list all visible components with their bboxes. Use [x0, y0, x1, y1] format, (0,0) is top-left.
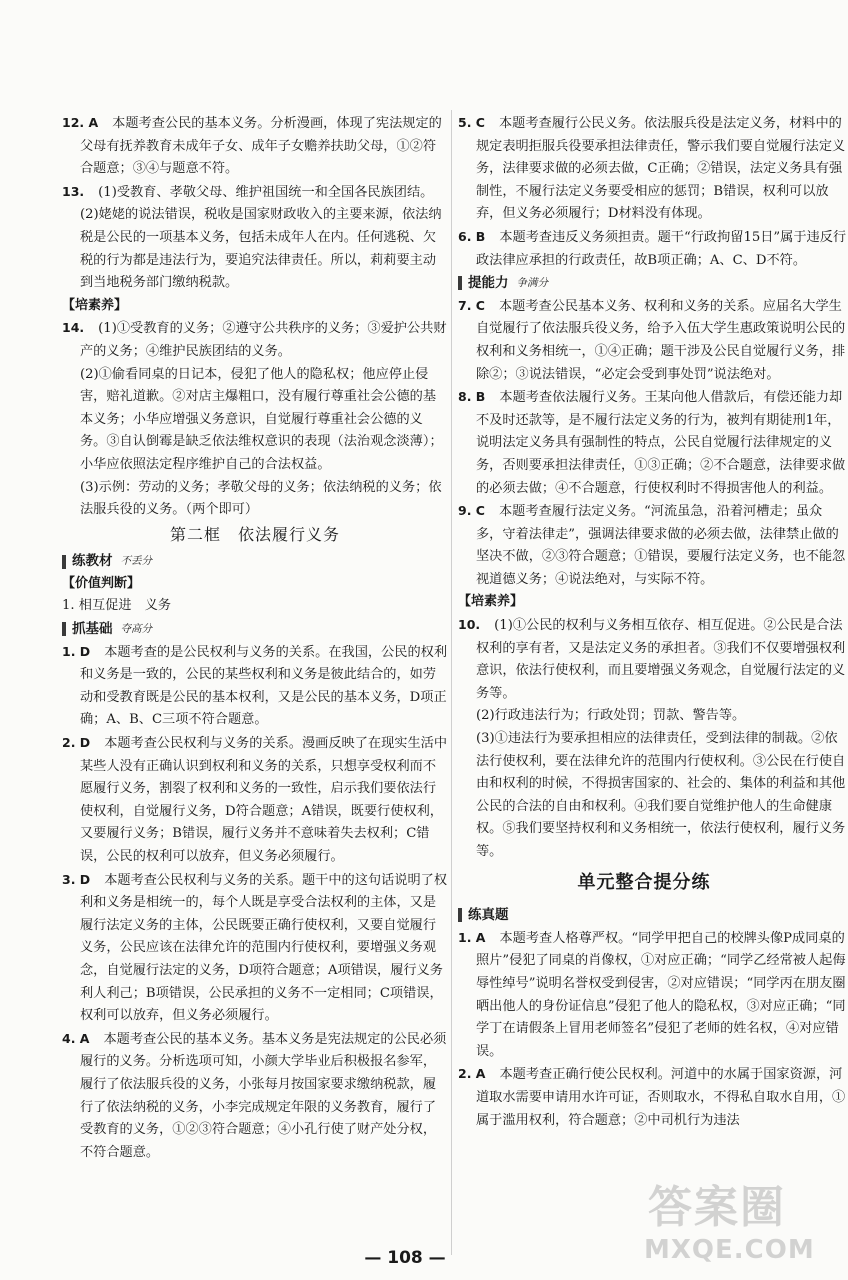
item-number: 9. C — [458, 503, 485, 519]
answer-item — [62, 869, 448, 1028]
item-number: 7. C — [458, 297, 485, 313]
answer-subparagraph: (3)①违法行为要承担相应的法律责任，受到法律的制裁。②依法行使权利，要在法律允许的范围内行使权利。③公民在行使自由和权利的时候，不得损害国家的、社会的、集体的利益和其他公民的合法的自由和权利。④我们要自觉维护他人的生命健康权。⑤我们要坚持权利和义务相统一，依法行使权利，履行义务等。 — [476, 731, 846, 859]
item-number: 14. — [62, 320, 85, 336]
item-text: 本题考查人格尊严权。“同学甲把自己的校牌头像P成同桌的照片”侵犯了同桌的肖像权，①对应正确；“同学乙经常被人起侮辱性绰号”说明名誉权受到侵害，②对应错误；“同学丙在朋友圈晒出他人的身份证信息”侵犯了他人的隐私权，③对应正确；“同学丁在请假条上冒用老师签名”侵犯了老师的姓名权，④对应错误。 — [476, 930, 846, 1059]
item-number: 2. D — [62, 735, 91, 751]
watermark-url: MXQE.COM — [644, 1235, 815, 1265]
section-title: 练教材 — [72, 553, 113, 570]
section-title: 练真题 — [468, 907, 509, 924]
item-text: 本题考查履行公民义务。依法服兵役是法定义务，材料中的规定表明拒服兵役要承担法律责任，警示我们要自觉履行法定义务，法律要求做的必须去做，C正确；②错误，法定义务具有强制性，不履行法定义务要受相应的惩罚；B错误，权利可以放弃，但义务必须履行；D材料没有体现。 — [476, 116, 846, 222]
answer-subparagraph: (3)示例：劳动的义务；孝敬父母的义务；依法纳税的义务；依法服兵役的义务。（两个即可） — [80, 479, 442, 518]
answer-item — [62, 1028, 448, 1165]
item-number: 1. D — [62, 643, 91, 659]
answer-subparagraph: (2)行政违法行为；行政处罚；罚款、警告等。 — [476, 708, 746, 724]
subsection-label: 【价值判断】 — [62, 575, 141, 591]
item-text: 本题考查公民的基本义务。分析漫画，体现了宪法规定的父母有抚养教育未成年子女、成年子女赡养扶助父母，①②符合题意；③④与题意不符。 — [80, 116, 442, 177]
item-number: 3. D — [62, 871, 91, 887]
section-bar-icon — [458, 276, 462, 290]
section-label — [62, 550, 448, 573]
item-number: 4. A — [62, 1030, 90, 1046]
section-label — [458, 272, 810, 295]
item-number: 13. — [62, 183, 85, 199]
answer-item — [458, 614, 848, 705]
unit-heading: 单元整合提分练 — [577, 871, 711, 893]
answer-item — [458, 226, 848, 272]
section-label — [62, 618, 448, 641]
item-text: 本题考查正确行使公民权利。河道中的水属于国家资源，河道取水需要申请用水许可证，否则取水，不得私自取水自用，①属于滥用权利，符合题意；②中司机行为违法 — [476, 1067, 846, 1128]
item-number: 8. B — [458, 389, 486, 405]
section-bar-icon — [62, 555, 66, 569]
right-column — [458, 112, 847, 1132]
item-text: 本题考查公民基本义务、权利和义务的关系。应届名大学生自觉履行了依法服兵役义务，给予入伍大学生惠政策说明公民的权利和义务相统一，①④正确；题干涉及公民自觉履行义务，排除②；③说法错误，“必定会受到事处罚”说法绝对。 — [476, 298, 846, 382]
item-text: 本题考查公民的基本义务。基本义务是宪法规定的公民必须履行的义务。分析选项可知，小颜大学毕业后积极报名参军，履行了依法服兵役的义务，小张每月按国家要求缴纳税款，履行了依法纳税的义务，小李完成规定年限的义务教育，履行了受教育的义务，①②③符合题意；④小孔行使了财产处分权，不符合题意。 — [80, 1031, 447, 1160]
answer-item — [62, 317, 448, 363]
section-subtitle: 争满分 — [516, 277, 548, 290]
lesson-heading: 第二框 依法履行义务 — [169, 524, 340, 544]
answer-item — [458, 386, 848, 500]
answer-item — [458, 295, 848, 386]
section-title: 提能力 — [468, 275, 509, 292]
subsection-label: 【培素养】 — [62, 297, 128, 313]
section-bar-icon — [62, 622, 66, 636]
watermark-logo — [640, 1165, 815, 1275]
item-text: 本题考查依法履行义务。王某向他人借款后，有偿还能力却不及时还款等，是不履行法定义务的行为，被判有期徒刑1年，说明法定义务具有强制性的特点，公民自觉履行法律规定的义务，否则要承担法律责任，①③正确；②不合题意，法律要求做的必须去做；④不合题意，行使权利时不得损害他人的利益。 — [476, 390, 846, 496]
answer-item — [458, 500, 848, 591]
section-bar-icon — [458, 908, 462, 922]
subsection-label: 【培素养】 — [458, 594, 524, 610]
answer-item — [458, 927, 848, 1064]
answer-item — [458, 112, 848, 226]
item-number: 10. — [458, 617, 481, 633]
item-number: 12. A — [62, 115, 99, 130]
item-text: 本题考查公民权利与义务的关系。漫画反映了在现实生活中某些人没有正确认识到权利和义务的关系，只想享受权利而不愿履行义务，割裂了权利和义务的一致性，启示我们要依法行使权利，自觉履行义务，D符合题意；A错误，既要行使权利，又要履行义务；B错误，履行义务并不意味着失去权利；C错误，公民的权利可以放弃，但义务必须履行。 — [80, 736, 448, 864]
item-number: 2. A — [458, 1066, 486, 1082]
item-text: 本题考查的是公民权利与义务的关系。在我国，公民的权利和义务是一致的，公民的某些权利和义务是彼此结合的，如劳动和受教育既是公民的基本权利，又是公民的基本义务，D项正确；A、B、C三项不符合题意。 — [80, 644, 448, 728]
item-text: (1)受教育、孝敬父母、维护祖国统一和全国各民族团结。 — [98, 184, 434, 200]
item-text: 本题考查履行法定义务。“河流虽急，沿着河槽走；虽众多，守着法律走”，强调法律要求做的必须去做，法律禁止做的坚决不做，②③符合题意；①错误，要履行法定义务，也不能忽视道德义务；④说法绝对，与实际不符。 — [476, 504, 846, 587]
item-number: 1. A — [458, 929, 486, 945]
section-title: 抓基础 — [72, 621, 113, 638]
item-text: 本题考查违反义务须担责。题干“行政拘留15日”属于违反行政法律应承担的行政责任，故B项正确；A、C、D不符。 — [476, 229, 847, 268]
item-text: 本题考查公民权利与义务的关系。题干中的这句话说明了权利和义务是相统一的，每个人既是享受合法权利的主体，又是履行法定义务的主体，公民既要正确行使权利，又要自觉履行义务，公民应该在法律允许的范围内行使权利，要增强义务观念，自觉履行法定的义务，D项符合题意；A项错误，履行义务利人利己；B项错误，公民承担的义务不一定相同；C项错误，权利可以放弃，但义务必须履行。 — [80, 872, 448, 1024]
item-text: (1)①公民的权利与义务相互依存、相互促进。②公民是合法权利的享有者，又是法定义务的承担者。③我们不仅要增强权利意识，依法行使权利，而且要增强义务观念，自觉履行法定的义务等。 — [476, 618, 846, 701]
answer-item — [62, 732, 448, 869]
answer-item — [62, 181, 448, 205]
answer-item — [458, 1063, 848, 1132]
left-column — [62, 112, 448, 1164]
page-number: — 108 — — [364, 1248, 446, 1268]
answer-item — [62, 112, 448, 181]
item-text: (1)①受教育的义务；②遵守公共秩序的义务；③爱护公共财产的义务；④维护民族团结的义务。 — [80, 321, 447, 359]
answer-item — [62, 641, 448, 732]
answer-line: 1. 相互促进 义务 — [62, 598, 172, 614]
watermark-text: 答案圈 — [648, 1182, 786, 1233]
answer-subparagraph: (2)姥姥的说法错误，税收是国家财政收入的主要来源，依法纳税是公民的一项基本义务，包括未成年人在内。任何逃税、欠税的行为都是违法行为，要追究法律责任。所以，莉莉要主动到当地税务部门缴纳税款。 — [80, 207, 442, 291]
column-divider — [451, 110, 452, 1255]
section-subtitle: 不丢分 — [120, 555, 152, 568]
section-subtitle: 夺高分 — [120, 623, 152, 636]
item-number: 6. B — [458, 228, 486, 244]
section-label — [458, 904, 810, 927]
item-number: 5. C — [458, 115, 485, 130]
answer-subparagraph: (2)①偷看同桌的日记本，侵犯了他人的隐私权；他应停止侵害，赔礼道歉。②对店主爆粗口，没有履行尊重社会公德的基本义务；小华应增强义务意识，自觉履行尊重社会公德的义务。③自认倒霉是缺乏依法维权意识的表现（法治观念淡薄）；小华应依照法定程序维护自己的合法权益。 — [80, 366, 443, 472]
